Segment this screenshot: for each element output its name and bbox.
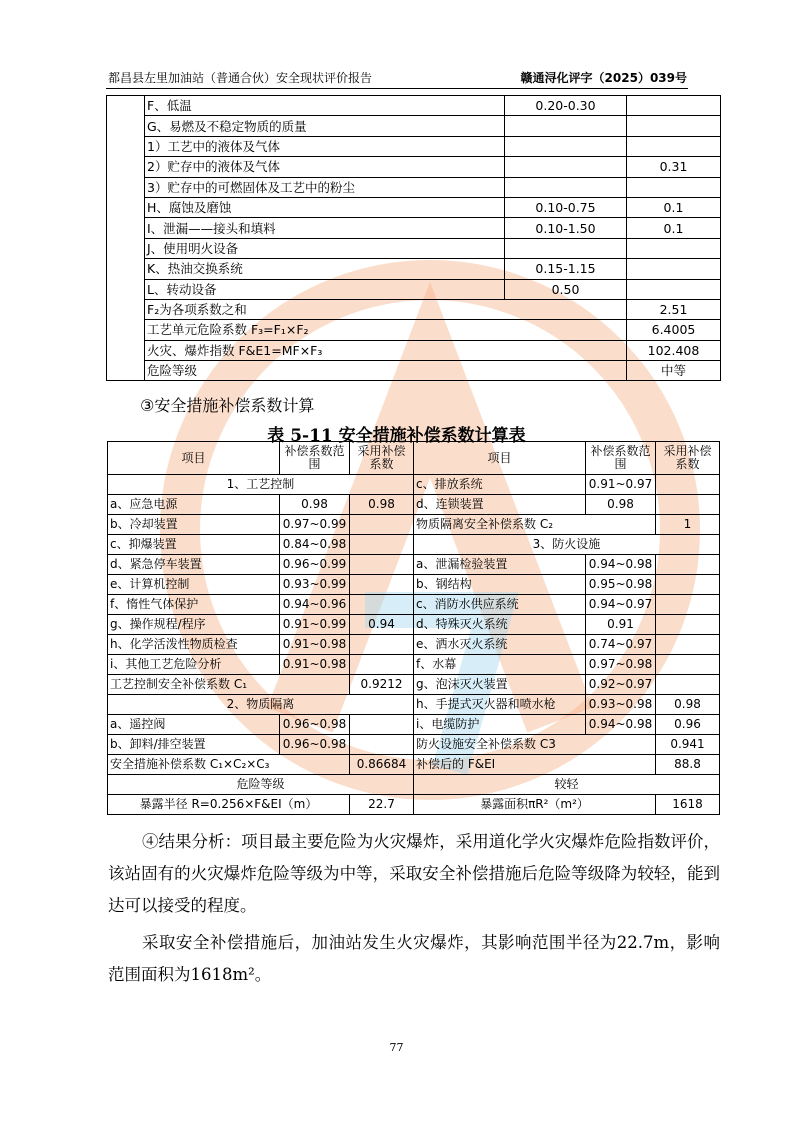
range-cell: 0.91 [586, 615, 656, 635]
summary-row [107, 299, 721, 319]
item-cell: f、惰性气体保护 [108, 595, 280, 615]
range-cell [505, 238, 627, 258]
item-cell: H、腐蚀及磨蚀 [145, 197, 505, 217]
summary-value-cell: 102.408 [627, 340, 721, 360]
item-cell: g、操作规程/程序 [108, 615, 280, 635]
value-cell: 0.96 [656, 715, 720, 735]
value-cell: 0.94 [350, 615, 414, 635]
range-cell: 0.92~0.97 [586, 675, 656, 695]
area-value: 1618 [656, 795, 720, 815]
result-analysis-paragraph: ④结果分析：项目最主要危险为火灾爆炸，采用道化学火灾爆炸危险指数评价，该站固有的火灾爆炸危险等级为中等，采取安全补偿措施后危险等级降为较轻，能到达可以接受的程度。 [108, 832, 720, 915]
header-divider [106, 88, 688, 89]
item-cell: c、排放系统 [414, 475, 586, 495]
summary-label-cell: 工艺单元危险系数 F₃=F₁×F₂ [145, 320, 627, 340]
fei-after-label: 补偿后的 F&EI [414, 755, 656, 775]
item-cell: f、水幕 [414, 655, 586, 675]
range-cell: 0.93~0.99 [280, 575, 350, 595]
summary-row [107, 340, 721, 360]
value-cell [627, 177, 721, 197]
table-row [107, 136, 721, 156]
total-row [108, 755, 720, 775]
column-header: 补偿系数范围 [280, 442, 350, 475]
value-cell [627, 136, 721, 156]
c1-row-value: 0.9212 [350, 675, 414, 695]
item-cell: h、化学活泼性物质检查 [108, 635, 280, 655]
item-cell: 1）工艺中的液体及气体 [145, 136, 505, 156]
range-cell: 0.97~0.98 [586, 655, 656, 675]
table-row [107, 197, 721, 217]
c1-row-label: 工艺控制安全补偿系数 C₁ [108, 675, 350, 695]
item-cell: b、卸料/排空装置 [108, 735, 280, 755]
total-label: 安全措施补偿系数 C₁×C₂×C₃ [108, 755, 350, 775]
range-cell [505, 136, 627, 156]
column-header: 项目 [414, 442, 586, 475]
range-cell: 0.96~0.98 [280, 735, 350, 755]
item-cell: a、应急电源 [108, 495, 280, 515]
table-row [107, 157, 721, 177]
table-row [108, 675, 720, 695]
table-title: 表 5-11 安全措施补偿系数计算表 [267, 426, 526, 446]
table-row [107, 96, 721, 116]
value-cell [627, 238, 721, 258]
summary-label-cell: 火灾、爆炸指数 F&E1=MF×F₃ [145, 340, 627, 360]
c2-row-label: 物质隔离安全补偿系数 C₂ [414, 515, 656, 535]
safety-compensation-table [107, 441, 720, 815]
value-cell [656, 595, 720, 615]
table-row [108, 655, 720, 675]
range-cell: 0.10-0.75 [505, 197, 627, 217]
range-cell: 0.74~0.97 [586, 635, 656, 655]
item-cell: i、电缆防护 [414, 715, 586, 735]
range-cell: 0.98 [280, 495, 350, 515]
value-cell [350, 535, 414, 555]
table-row [108, 475, 720, 495]
item-cell: g、泡沫灭火装置 [414, 675, 586, 695]
radius-label: 暴露半径 R=0.256×F&EI（m） [108, 795, 350, 815]
grade-label: 危险等级 [108, 775, 414, 795]
value-cell [656, 615, 720, 635]
table-row [107, 238, 721, 258]
table-row [107, 177, 721, 197]
summary-label-cell: F₂为各项系数之和 [145, 299, 627, 319]
column-header: 采用补偿系数 [350, 442, 414, 475]
summary-value-cell: 6.4005 [627, 320, 721, 340]
value-cell [350, 555, 414, 575]
table-row [108, 635, 720, 655]
c3-row-value: 0.941 [656, 735, 720, 755]
value-cell [350, 515, 414, 535]
item-cell: L、转动设备 [145, 279, 505, 299]
item-cell: d、特殊灭火系统 [414, 615, 586, 635]
item-cell: e、洒水灭火系统 [414, 635, 586, 655]
fire-section-title: 3、防火设施 [414, 535, 720, 555]
grade-row [108, 775, 720, 795]
table-row [107, 218, 721, 238]
range-cell: 0.91~0.98 [280, 655, 350, 675]
value-cell [656, 655, 720, 675]
table-row [107, 259, 721, 279]
value-cell [627, 279, 721, 299]
range-cell: 0.95~0.98 [586, 575, 656, 595]
header-row [108, 442, 720, 475]
summary-row [107, 361, 721, 381]
header-report-number: 赣通浔化评字（2025）039号 [520, 71, 687, 85]
item-cell: 3）贮存中的可燃固体及工艺中的粉尘 [145, 177, 505, 197]
radius-value: 22.7 [350, 795, 414, 815]
table-row [108, 575, 720, 595]
value-cell [656, 555, 720, 575]
value-cell: 0.98 [350, 495, 414, 515]
item-cell: b、钢结构 [414, 575, 586, 595]
column-header: 项目 [108, 442, 280, 475]
item-cell: d、连锁装置 [414, 495, 586, 515]
value-cell [627, 96, 721, 116]
range-cell: 0.91~0.97 [586, 475, 656, 495]
item-cell: i、其他工艺危险分析 [108, 655, 280, 675]
value-cell [656, 495, 720, 515]
item-cell: F、低温 [145, 96, 505, 116]
table-row [108, 615, 720, 635]
header-report-title: 都昌县左里加油站（普通合伙）安全现状评价报告 [108, 71, 373, 85]
item-cell: G、易燃及不稳定物质的质量 [145, 116, 505, 136]
total-value: 0.86684 [350, 755, 414, 775]
value-cell: 0.1 [627, 218, 721, 238]
value-cell [656, 575, 720, 595]
table-row [108, 695, 720, 715]
range-cell: 0.91~0.99 [280, 615, 350, 635]
range-cell: 0.98 [586, 495, 656, 515]
value-cell [350, 575, 414, 595]
value-cell [350, 635, 414, 655]
range-cell [505, 177, 627, 197]
range-cell: 0.10-1.50 [505, 218, 627, 238]
column-header: 采用补偿系数 [656, 442, 720, 475]
value-cell [656, 675, 720, 695]
table-row [107, 279, 721, 299]
table-row [108, 595, 720, 615]
range-cell: 0.84~0.98 [280, 535, 350, 555]
c3-row-label: 防火设施安全补偿系数 C3 [414, 735, 656, 755]
table-row [108, 495, 720, 515]
value-cell [656, 635, 720, 655]
item-cell: a、泄漏检验装置 [414, 555, 586, 575]
range-cell: 0.94~0.98 [586, 715, 656, 735]
item-cell: 2）贮存中的液体及气体 [145, 157, 505, 177]
range-cell [505, 157, 627, 177]
summary-value-cell: 2.51 [627, 299, 721, 319]
fei-calculation-table-continued [106, 95, 721, 381]
range-cell: 0.20-0.30 [505, 96, 627, 116]
item-cell: h、手提式灭火器和喷水枪 [414, 695, 586, 715]
exposure-row [108, 795, 720, 815]
grade-value: 较轻 [414, 775, 720, 795]
item-cell: a、遥控阀 [108, 715, 280, 735]
table-row [107, 116, 721, 136]
blank-left-cell [107, 96, 145, 381]
value-cell [350, 655, 414, 675]
range-cell: 0.94~0.98 [586, 555, 656, 575]
item-cell: K、热油交换系统 [145, 259, 505, 279]
value-cell [656, 475, 720, 495]
table-row [108, 735, 720, 755]
range-cell [505, 116, 627, 136]
item-cell: c、抑爆装置 [108, 535, 280, 555]
value-cell [350, 735, 414, 755]
value-cell: 0.1 [627, 197, 721, 217]
value-cell: 0.98 [656, 695, 720, 715]
range-cell: 0.96~0.98 [280, 715, 350, 735]
range-cell: 0.94~0.97 [586, 595, 656, 615]
c2-row-value: 1 [656, 515, 720, 535]
item-cell: J、使用明火设备 [145, 238, 505, 258]
range-cell: 0.50 [505, 279, 627, 299]
item-cell: c、消防水供应系统 [414, 595, 586, 615]
summary-value-cell: 中等 [627, 361, 721, 381]
material-section-title: 2、物质隔离 [108, 695, 414, 715]
area-label: 暴露面积πR²（m²） [414, 795, 656, 815]
item-cell: d、紧急停车装置 [108, 555, 280, 575]
range-cell: 0.97~0.99 [280, 515, 350, 535]
table-row [108, 555, 720, 575]
table-row [108, 535, 720, 555]
value-cell: 0.31 [627, 157, 721, 177]
fei-after-value: 88.8 [656, 755, 720, 775]
table-row [108, 715, 720, 735]
range-cell: 0.91~0.98 [280, 635, 350, 655]
item-cell: e、计算机控制 [108, 575, 280, 595]
value-cell [350, 715, 414, 735]
page-number: 77 [389, 1041, 404, 1054]
summary-row [107, 320, 721, 340]
summary-label-cell: 危险等级 [145, 361, 627, 381]
column-header: 补偿系数范围 [586, 442, 656, 475]
range-cell: 0.93~0.98 [586, 695, 656, 715]
range-cell: 0.94~0.96 [280, 595, 350, 615]
value-cell [350, 595, 414, 615]
range-cell: 0.96~0.99 [280, 555, 350, 575]
impact-range-paragraph: 采取安全补偿措施后，加油站发生火灾爆炸，其影响范围半径为22.7m，影响范围面积为1618m²。 [108, 933, 720, 984]
item-cell: I、泄漏——接头和填料 [145, 218, 505, 238]
range-cell: 0.15-1.15 [505, 259, 627, 279]
table-row [108, 515, 720, 535]
value-cell [627, 116, 721, 136]
item-cell: b、冷却装置 [108, 515, 280, 535]
value-cell [627, 259, 721, 279]
process-section-title: 1、工艺控制 [108, 475, 414, 495]
section-title: ③安全措施补偿系数计算 [140, 396, 315, 415]
